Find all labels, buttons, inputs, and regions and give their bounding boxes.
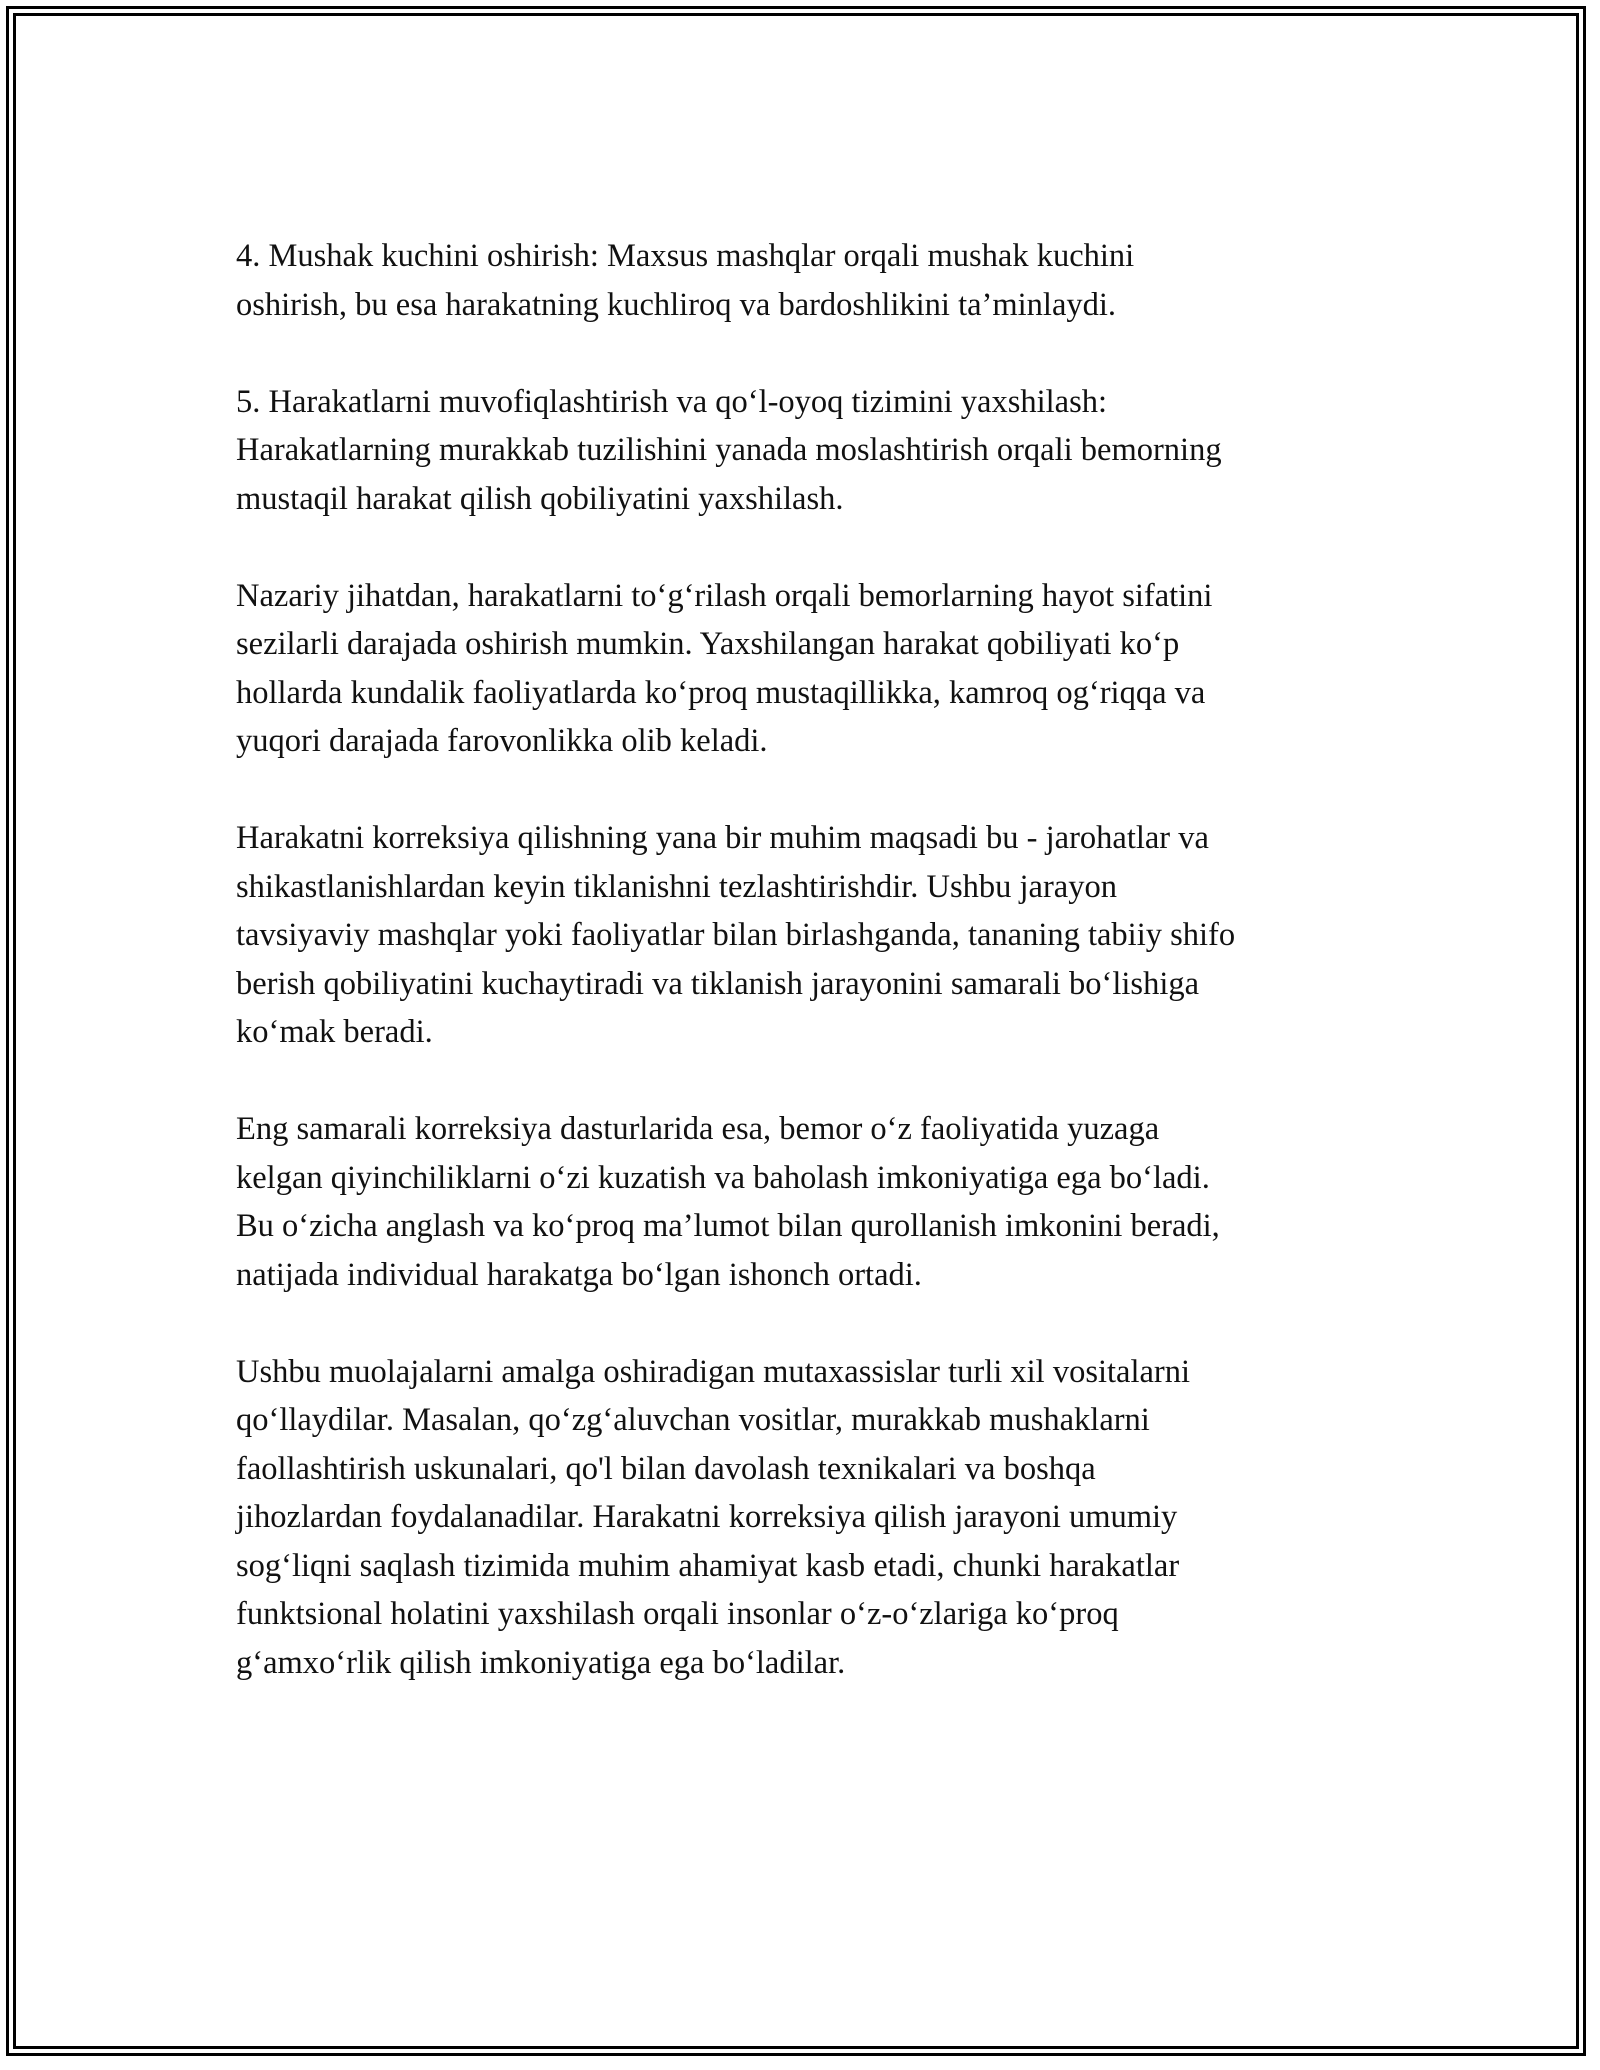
paragraph-recovery [236,814,1386,1057]
paragraph-quality-of-life [236,572,1386,766]
text-line: sezilarli darajada oshirish mumkin. Yaxshilangan harakat qobiliyati ko‘p [236,626,1180,662]
text-line: g‘amxo‘rlik qilish imkoniyatiga ega bo‘ladilar. [236,1644,846,1681]
text-line: natijada individual harakatga bo‘lgan ishonch ortadi. [236,1256,922,1293]
paragraph-coordination [236,378,1386,524]
text-line: ko‘mak beradi. [236,1014,433,1050]
text-line: 5. Harakatlarni muvofiqlashtirish va qo‘l-oyoq tizimini yaxshilash: [236,383,1108,420]
text-line: 4. Mushak kuchini oshirish: Maxsus mashqlar orqali mushak kuchini [236,238,1135,274]
document-body [236,232,1386,1687]
paragraph-muscle-strength [236,232,1386,329]
paragraph-specialists-tools [236,1348,1386,1688]
text-line: Harakatlarning murakkab tuzilishini yanada moslashtirish orqali bemorning [236,432,1222,468]
text-line: oshirish, bu esa harakatning kuchliroq va bardoshlikini ta’minlaydi. [236,286,1117,323]
text-line: qo‘llaydilar. Masalan, qo‘zg‘aluvchan vositlar, murakkab mushaklarni [236,1402,1150,1438]
text-line: Harakatni korreksiya qilishning yana bir muhim maqsadi bu - jarohatlar va [236,820,1209,856]
text-line: tavsiyaviy mashqlar yoki faoliyatlar bilan birlashganda, tananing tabiiy shifo [236,917,1236,953]
text-line: Ushbu muolajalarni amalga oshiradigan mutaxassislar turli xil vositalarni [236,1353,1191,1390]
text-line: sog‘liqni saqlash tizimida muhim ahamiyat kasb etadi, chunki harakatlar [236,1547,1180,1584]
text-line: kelgan qiyinchiliklarni o‘zi kuzatish va baholash imkoniyatiga ega bo‘ladi. [236,1159,1210,1196]
text-line: yuqori darajada farovonlikka olib keladi. [236,723,768,759]
text-line: jihozlardan foydalanadilar. Harakatni korreksiya qilish jarayoni umumiy [236,1499,1178,1535]
text-line: Eng samarali korreksiya dasturlarida esa, bemor o‘z faoliyatida yuzaga [236,1111,1160,1147]
text-line: Bu o‘zicha anglash va ko‘proq ma’lumot bilan qurollanish imkonini beradi, [236,1208,1220,1244]
text-line: berish qobiliyatini kuchaytiradi va tiklanish jarayonini samarali bo‘lishiga [236,965,1200,1002]
paragraph-self-assessment [236,1105,1386,1299]
text-line: faollashtirish uskunalari, qo'l bilan davolash texnikalari va boshqa [236,1450,1096,1487]
text-line: hollarda kundalik faoliyatlarda ko‘proq mustaqillikka, kamroq og‘riqqa va [236,674,1206,711]
text-line: Nazariy jihatdan, harakatlarni to‘g‘rilash orqali bemorlarning hayot sifatini [236,577,1213,614]
text-line: funktsional holatini yaxshilash orqali insonlar o‘z-o‘zlariga ko‘proq [236,1596,1119,1632]
text-line: mustaqil harakat qilish qobiliyatini yaxshilash. [236,480,844,517]
text-line: shikastlanishlardan keyin tiklanishni tezlashtirishdir. Ushbu jarayon [236,868,1117,905]
